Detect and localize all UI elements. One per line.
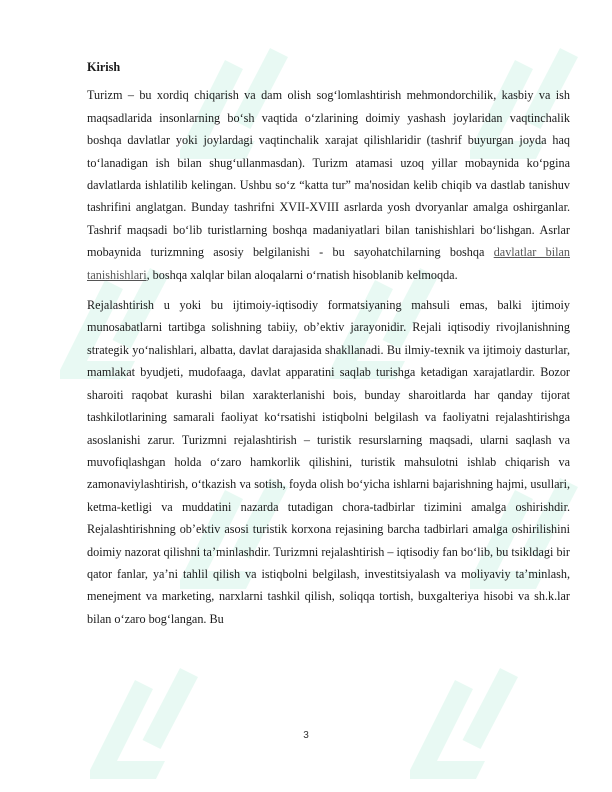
paragraph-planning: Rejalashtirish u yoki bu ijtimoiy-iqtisodiy formatsiyaning mahsuli emas, balki ijtimoiy munosabatlarni tartibga solishning tabiiy, ob’ektiv jarayonidir. Rejali iqtisodiy rivojlanishning strategik yo‘nalishlari, albatta, davlat darajasida shakllanadi. Bu ilmiy-texnik va ijtimoiy dasturlar, mamlakat byudjeti, mudofaaga, davlat apparatini saqlab turishga ketadigan xarajatlardir. Bozor sharoiti raqobat kurashi bilan xarakterlanishi bois, bunday sharoitlarda har qanday tijorat tashkilotlarining samarali faoliyat ko‘rsatishi istiqbolni belgilash va faoliyatni rejalashtirishga asoslanishi zarur. Turizmni rejalashtirish – turistik resurslarning maqsadi, ularni saqlash va muvofiqlashgan holda o‘zaro hamkorlik qilishini, turistik mahsulotni ishlab chiqarish va zamonaviylashtirish, o‘tkazish va sotish, foyda olish bo‘yicha ishlarni bajarishning hajmi, usullari, ketma-ketligi va muddatini nazarda tutadigan chora-tadbirlar tizimini amalga oshirishdir. Rejalashtirishning ob’ektiv asosi turistik korxona rejasining barcha tadbirlari amalga oshirilishini doimiy nazorat qilishni ta’minlashdir. Turizmni rejalashtirish – iqtisodiy fan bo‘lib, bu tsikldagi bir qator fanlar, ya’ni tahlil qilish va istiqbolni belgilash, investitsiyalash va moliyaviy ta’minlash, menejment va marketing, narxlarni tashkil qilish, soliqqa tortish, buxgalteriya hisobi va sh.k.lar bilan o‘zaro bog‘langan. Bu: [87, 298, 570, 626]
document-body: [87, 56, 570, 638]
watermark-logo-icon: [380, 650, 530, 792]
paragraph-intro-tail: , boshqa xalqlar bilan aloqalarni o‘rnatish hisoblanib kelmoqda.: [146, 267, 458, 282]
inline-link[interactable]: davlatlar bilan tanishishlari: [87, 245, 570, 282]
section-heading: Kirish: [87, 60, 121, 74]
paragraph-intro: [87, 84, 570, 286]
paragraph-intro-text: Turizm – bu xordiq chiqarish va dam olish sog‘lomlashtirish mehmondorchilik, kasbiy va ish maqsadlarida insonlarning bo‘sh vaqtida o‘zlarining doimiy yashash joylaridan vaqtinchalik boshqa davlatlar yoki joylardagi vaqtinchalik xarajat qilishlaridir (tashrif buyurgan joyda haq to‘lanadigan ish bilan shug‘ullanmasdan). Turizm atamasi uzoq yillar mobaynida ko‘pgina davlatlarda ishlatilib kelingan. Ushbu so‘z “katta tur” ma'nosidan kelib chiqib va dastlab tanishuv tashrifini anglatgan. Bunday tashrifni XVII-XVIII asrlarda yosh dvoryanlar amalga oshirganlar. Tashrif maqsadi bo‘lib turistlarning boshqa madaniyatlari bilan tanishishlari bo‘lishgan. Asrlar mobaynida turizmning asosiy belgilanishi - bu sayohatchilarning boshqa: [87, 88, 570, 260]
page-number: 3: [303, 730, 309, 741]
watermark-logo-icon: [60, 650, 210, 792]
